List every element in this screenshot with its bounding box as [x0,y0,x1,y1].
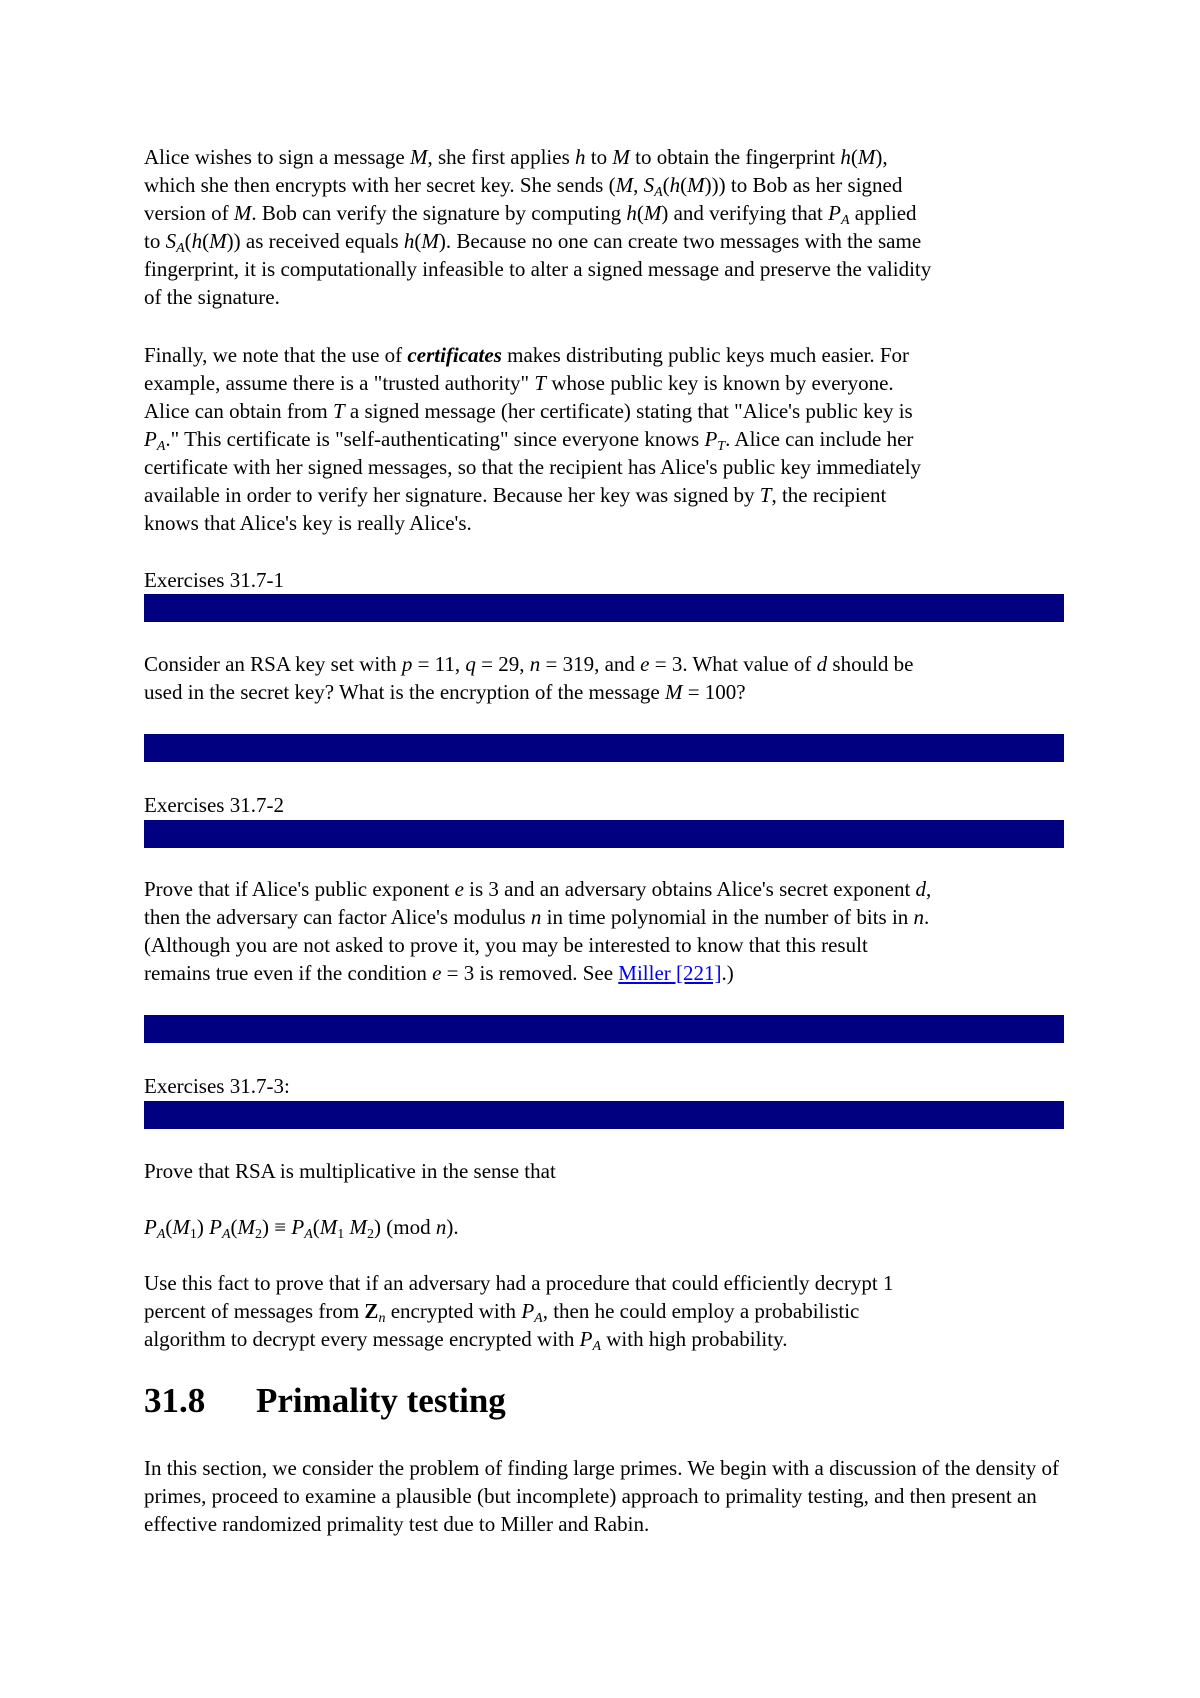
paragraph-section-intro: In this section, we consider the problem of finding large primes. We begin with a discussion of the density of primes, proceed to examine a plausible (but incomplete) approach to primality testing, and then present an effective randomized primality test due to Miller and Rabin. [144,1456,1059,1536]
paragraph-certificates: Finally, we note that the use of certificates makes distributing public keys much easier. For example, assume there is a "trusted authority" T whose public key is known by everyone. Alice can obtain from T a signed message (her certificate) stating that "Alice's public key is $P_A$." This certificate is "self-authenticating" since everyone knows $P_T$. Alice can include her certificate with her signed messages, so that the recipient has Alice's public key immediately available in order to verify her signature. Because her key was signed by T, the recipient knows that Alice's key is really Alice's. [144,343,922,535]
exercise-heading: Exercises 31.7-1 [144,568,284,592]
exercise-question: Prove that RSA is multiplicative in the sense that [144,1159,556,1183]
section-heading [144,1380,506,1422]
exercise-question: Prove that if Alice's public exponent e is 3 and an adversary obtains Alice's secret exponent d, then the adversary can factor Alice's modulus n in time polynomial in the number of bits in n. (Although you are not asked to prove it, you may be interested to know that this result remains true even if the condition e = 3 is removed. See Miller [221].) [144,877,932,985]
exercise-question: Consider an RSA key set with p = 11, q = 29, n = 319, and e = 3. What value of d should be used in the secret key? What is the encryption of the message M = 100? [144,652,914,704]
exercise-divider-bar [144,734,1064,762]
equation: $P_A(M_1) P_A(M_2) \equiv P_A(M_1$ $M_2$) (mod n). [144,1215,459,1242]
exercise-question-continued: Use this fact to prove that if an adversary had a procedure that could efficiently decrypt 1 percent of messages from $Z_n$ encrypted with $P_A$, then he could employ a probabilistic algorithm to decrypt every message encrypted with $P_A$ with high probability. [144,1271,894,1354]
exercise-divider-bar [144,1101,1064,1129]
section-number: 31.8 [144,1381,206,1420]
exercise-heading: Exercises 31.7-2 [144,793,284,817]
paragraph-digital-signature: Alice wishes to sign a message M, she first applies h to M to obtain the fingerprint h(M), which she then encrypts with her secret key. She sends (M, $S_A(h(M))$) to Bob as her signed version of M. Bob can verify the signature by computing h(M) and verifying that $P_A$ applied to $S_A(h(M))$ as received equals h(M). Because no one can create two messages with the same fingerprint, it is computationally infeasible to alter a signed message and preserve the validity of the signature. [144,145,932,309]
section-title: Primality testing [256,1381,506,1420]
exercise-divider-bar [144,1015,1064,1043]
exercise-heading: Exercises 31.7-3: [144,1074,290,1098]
exercise-divider-bar [144,820,1064,848]
citation-link[interactable]: Miller [221] [618,961,722,985]
exercise-divider-bar [144,594,1064,622]
